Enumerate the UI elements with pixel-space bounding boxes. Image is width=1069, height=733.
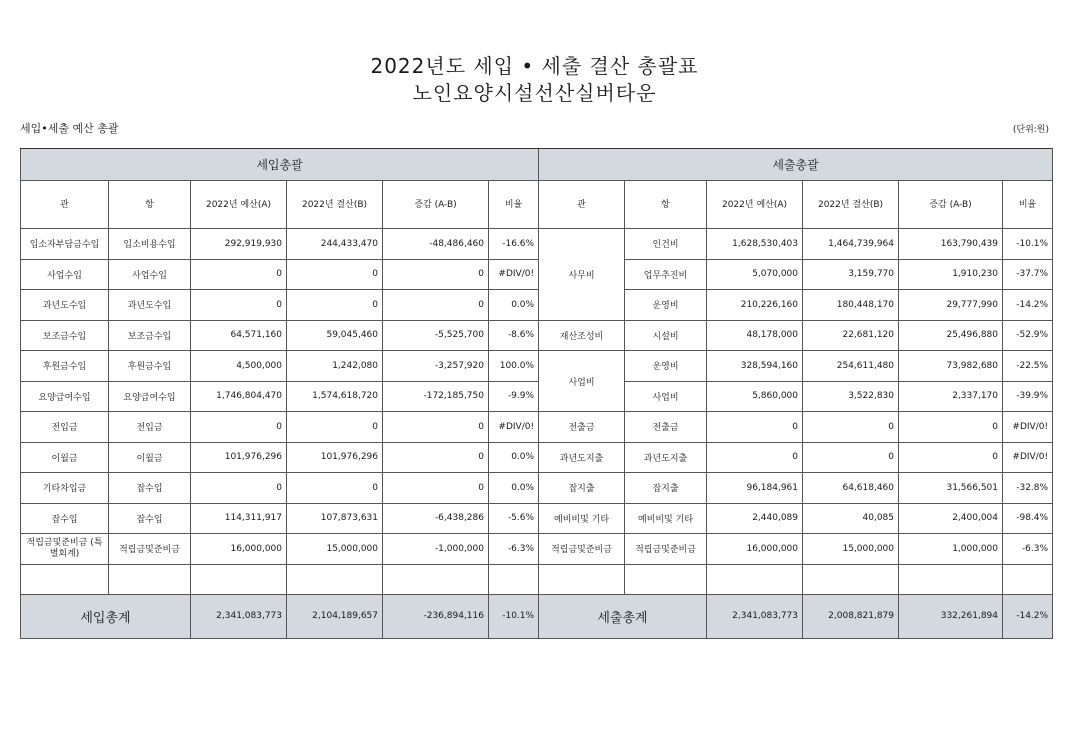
table-row bbox=[539, 503, 1053, 534]
cell-diff: 0 bbox=[899, 412, 1003, 443]
expense-total-label: 세출총계 bbox=[539, 594, 707, 638]
expense-total-budget: 2,341,083,773 bbox=[707, 594, 803, 638]
cell-gwan: 잡수입 bbox=[21, 503, 109, 534]
cell-hang: 입소비용수입 bbox=[109, 229, 191, 260]
cell-diff: -3,257,920 bbox=[383, 351, 489, 382]
table-row bbox=[539, 412, 1053, 443]
cell-settlement: 244,433,470 bbox=[287, 229, 383, 260]
cell-settlement: 0 bbox=[287, 473, 383, 504]
cell-budget: 96,184,961 bbox=[707, 473, 803, 504]
cell-budget: 1,746,804,470 bbox=[191, 381, 287, 412]
cell-gwan: 예비비및 기타 bbox=[539, 503, 625, 534]
cell-diff: -172,185,750 bbox=[383, 381, 489, 412]
cell-budget: 16,000,000 bbox=[191, 534, 287, 565]
cell-ratio: #DIV/0! bbox=[489, 412, 539, 443]
cell-gwan: 기타차입금 bbox=[21, 473, 109, 504]
cell-hang: 과년도수입 bbox=[109, 290, 191, 321]
cell-ratio: -52.9% bbox=[1003, 320, 1053, 351]
cell-ratio: -8.6% bbox=[489, 320, 539, 351]
cell-diff: -48,486,460 bbox=[383, 229, 489, 260]
cell-diff: 25,496,880 bbox=[899, 320, 1003, 351]
expense-section-header: 세출총괄 bbox=[539, 149, 1053, 181]
cell-settlement: 0 bbox=[803, 412, 899, 443]
cell-budget: 0 bbox=[707, 442, 803, 473]
cell-ratio: #DIV/0! bbox=[1003, 442, 1053, 473]
cell-settlement: 0 bbox=[287, 259, 383, 290]
cell-hang: 전출금 bbox=[625, 412, 707, 443]
table-row bbox=[539, 534, 1053, 565]
cell-ratio: 0.0% bbox=[489, 290, 539, 321]
cell-settlement: 3,522,830 bbox=[803, 381, 899, 412]
cell-budget: 0 bbox=[191, 259, 287, 290]
table-row bbox=[539, 320, 1053, 351]
cell-settlement: 1,574,618,720 bbox=[287, 381, 383, 412]
cell-diff: 31,566,501 bbox=[899, 473, 1003, 504]
expense-table bbox=[538, 148, 1053, 639]
cell-settlement: 22,681,120 bbox=[803, 320, 899, 351]
revenue-total-ratio: -10.1% bbox=[489, 594, 539, 638]
cell-gwan: 후원금수입 bbox=[21, 351, 109, 382]
cell-ratio: -37.7% bbox=[1003, 259, 1053, 290]
cell-settlement: 1,464,739,964 bbox=[803, 229, 899, 260]
cell-hang: 잡수입 bbox=[109, 473, 191, 504]
organization-name: 노인요양시설선산실버타운 bbox=[412, 81, 657, 105]
cell-gwan: 보조금수입 bbox=[21, 320, 109, 351]
cell-ratio: 100.0% bbox=[489, 351, 539, 382]
cell-gwan: 요양급여수입 bbox=[21, 381, 109, 412]
cell-gwan: 전입금 bbox=[21, 412, 109, 443]
table-row bbox=[21, 290, 539, 321]
cell-hang: 예비비및 기타 bbox=[625, 503, 707, 534]
cell-diff: 1,910,230 bbox=[899, 259, 1003, 290]
col-header: 항 bbox=[109, 181, 191, 229]
col-header: 관 bbox=[539, 181, 625, 229]
cell-gwan: 잡지출 bbox=[539, 473, 625, 504]
cell-budget: 48,178,000 bbox=[707, 320, 803, 351]
cell-diff: 2,400,004 bbox=[899, 503, 1003, 534]
cell-ratio: -14.2% bbox=[1003, 290, 1053, 321]
cell-hang: 후원금수입 bbox=[109, 351, 191, 382]
cell-settlement: 101,976,296 bbox=[287, 442, 383, 473]
cell-diff: 163,790,439 bbox=[899, 229, 1003, 260]
cell-diff: 0 bbox=[383, 412, 489, 443]
cell-gwan: 이월금 bbox=[21, 442, 109, 473]
cell-settlement: 0 bbox=[803, 442, 899, 473]
cell-settlement: 254,611,480 bbox=[803, 351, 899, 382]
col-header: 2022년 예산(A) bbox=[707, 181, 803, 229]
cell-diff: 73,982,680 bbox=[899, 351, 1003, 382]
cell-gwan: 재산조성비 bbox=[539, 320, 625, 351]
cell-hang: 전입금 bbox=[109, 412, 191, 443]
cell-diff: 29,777,990 bbox=[899, 290, 1003, 321]
cell-diff: -1,000,000 bbox=[383, 534, 489, 565]
cell-hang: 잡수입 bbox=[109, 503, 191, 534]
cell-settlement: 1,242,080 bbox=[287, 351, 383, 382]
cell-settlement: 180,448,170 bbox=[803, 290, 899, 321]
cell-ratio: -22.5% bbox=[1003, 351, 1053, 382]
cell-ratio: -16.6% bbox=[489, 229, 539, 260]
cell-ratio: 0.0% bbox=[489, 442, 539, 473]
col-header: 비율 bbox=[1003, 181, 1053, 229]
cell-budget: 0 bbox=[707, 412, 803, 443]
table-row bbox=[539, 229, 1053, 260]
cell-hang: 인건비 bbox=[625, 229, 707, 260]
cell-gwan: 사업수입 bbox=[21, 259, 109, 290]
cell-hang: 과년도지출 bbox=[625, 442, 707, 473]
revenue-total-settlement: 2,104,189,657 bbox=[287, 594, 383, 638]
expense-total-ratio: -14.2% bbox=[1003, 594, 1053, 638]
cell-gwan: 과년도수입 bbox=[21, 290, 109, 321]
table-row bbox=[21, 381, 539, 412]
table-row bbox=[21, 473, 539, 504]
cell-settlement: 15,000,000 bbox=[287, 534, 383, 565]
cell-hang: 운영비 bbox=[625, 351, 707, 382]
table-row bbox=[21, 442, 539, 473]
cell-settlement: 40,085 bbox=[803, 503, 899, 534]
cell-hang: 이월금 bbox=[109, 442, 191, 473]
revenue-total-budget: 2,341,083,773 bbox=[191, 594, 287, 638]
col-header: 2022년 예산(A) bbox=[191, 181, 287, 229]
table-row bbox=[539, 473, 1053, 504]
cell-budget: 0 bbox=[191, 412, 287, 443]
cell-budget: 328,594,160 bbox=[707, 351, 803, 382]
revenue-section-header: 세입총괄 bbox=[21, 149, 539, 181]
cell-gwan: 사무비 bbox=[539, 229, 625, 321]
expense-total-diff: 332,261,894 bbox=[899, 594, 1003, 638]
table-row bbox=[539, 442, 1053, 473]
cell-ratio: -98.4% bbox=[1003, 503, 1053, 534]
cell-gwan: 전출금 bbox=[539, 412, 625, 443]
cell-budget: 64,571,160 bbox=[191, 320, 287, 351]
cell-settlement: 15,000,000 bbox=[803, 534, 899, 565]
cell-ratio: -6.3% bbox=[489, 534, 539, 565]
cell-hang: 보조금수입 bbox=[109, 320, 191, 351]
table-row bbox=[21, 229, 539, 260]
cell-budget: 292,919,930 bbox=[191, 229, 287, 260]
table-row bbox=[21, 320, 539, 351]
cell-ratio: -32.8% bbox=[1003, 473, 1053, 504]
cell-gwan: 적립금및준비금 (특별회계) bbox=[21, 534, 109, 565]
document-title: 2022년도 세입 • 세출 결산 총괄표 bbox=[370, 54, 699, 78]
table-row bbox=[21, 412, 539, 443]
cell-diff: 0 bbox=[383, 290, 489, 321]
cell-diff: 0 bbox=[899, 442, 1003, 473]
col-header: 비율 bbox=[489, 181, 539, 229]
cell-diff: -5,525,700 bbox=[383, 320, 489, 351]
cell-budget: 4,500,000 bbox=[191, 351, 287, 382]
cell-budget: 5,070,000 bbox=[707, 259, 803, 290]
cell-budget: 16,000,000 bbox=[707, 534, 803, 565]
cell-diff: 0 bbox=[383, 473, 489, 504]
cell-diff: 1,000,000 bbox=[899, 534, 1003, 565]
cell-hang: 운영비 bbox=[625, 290, 707, 321]
cell-settlement: 64,618,460 bbox=[803, 473, 899, 504]
cell-hang: 잡지출 bbox=[625, 473, 707, 504]
cell-ratio: -5.6% bbox=[489, 503, 539, 534]
cell-settlement: 107,873,631 bbox=[287, 503, 383, 534]
table-row bbox=[21, 259, 539, 290]
cell-hang: 시설비 bbox=[625, 320, 707, 351]
cell-diff: 2,337,170 bbox=[899, 381, 1003, 412]
cell-diff: 0 bbox=[383, 442, 489, 473]
section-title: 세입•세출 예산 총괄 bbox=[20, 122, 119, 135]
col-header: 관 bbox=[21, 181, 109, 229]
cell-budget: 0 bbox=[191, 290, 287, 321]
cell-hang: 요양급여수입 bbox=[109, 381, 191, 412]
cell-budget: 210,226,160 bbox=[707, 290, 803, 321]
cell-diff: 0 bbox=[383, 259, 489, 290]
cell-hang: 사업비 bbox=[625, 381, 707, 412]
col-header: 항 bbox=[625, 181, 707, 229]
table-row bbox=[21, 351, 539, 382]
cell-gwan: 적립금및준비금 bbox=[539, 534, 625, 565]
cell-budget: 0 bbox=[191, 473, 287, 504]
cell-ratio: -6.3% bbox=[1003, 534, 1053, 565]
cell-hang: 사업수입 bbox=[109, 259, 191, 290]
revenue-total-label: 세입총계 bbox=[21, 594, 191, 638]
expense-total-settlement: 2,008,821,879 bbox=[803, 594, 899, 638]
cell-hang: 적립금및준비금 bbox=[109, 534, 191, 565]
table-row bbox=[21, 503, 539, 534]
table-row bbox=[21, 534, 539, 565]
col-header: 증감 (A-B) bbox=[383, 181, 489, 229]
col-header: 2022년 결산(B) bbox=[287, 181, 383, 229]
cell-budget: 5,860,000 bbox=[707, 381, 803, 412]
cell-settlement: 0 bbox=[287, 412, 383, 443]
cell-budget: 2,440,089 bbox=[707, 503, 803, 534]
cell-gwan: 입소자부담금수입 bbox=[21, 229, 109, 260]
cell-ratio: -10.1% bbox=[1003, 229, 1053, 260]
cell-settlement: 0 bbox=[287, 290, 383, 321]
cell-ratio: 0.0% bbox=[489, 473, 539, 504]
cell-budget: 114,311,917 bbox=[191, 503, 287, 534]
cell-ratio: -39.9% bbox=[1003, 381, 1053, 412]
cell-diff: -6,438,286 bbox=[383, 503, 489, 534]
cell-budget: 101,976,296 bbox=[191, 442, 287, 473]
revenue-table bbox=[20, 148, 539, 639]
cell-ratio: #DIV/0! bbox=[489, 259, 539, 290]
cell-budget: 1,628,530,403 bbox=[707, 229, 803, 260]
cell-gwan: 사업비 bbox=[539, 351, 625, 412]
cell-settlement: 59,045,460 bbox=[287, 320, 383, 351]
col-header: 증감 (A-B) bbox=[899, 181, 1003, 229]
cell-hang: 적립금및준비금 bbox=[625, 534, 707, 565]
cell-settlement: 3,159,770 bbox=[803, 259, 899, 290]
cell-hang: 업무추진비 bbox=[625, 259, 707, 290]
unit-label: (단위:원) bbox=[1012, 125, 1049, 135]
cell-ratio: -9.9% bbox=[489, 381, 539, 412]
revenue-total-diff: -236,894,116 bbox=[383, 594, 489, 638]
cell-ratio: #DIV/0! bbox=[1003, 412, 1053, 443]
cell-gwan: 과년도지출 bbox=[539, 442, 625, 473]
col-header: 2022년 결산(B) bbox=[803, 181, 899, 229]
table-row bbox=[539, 351, 1053, 382]
